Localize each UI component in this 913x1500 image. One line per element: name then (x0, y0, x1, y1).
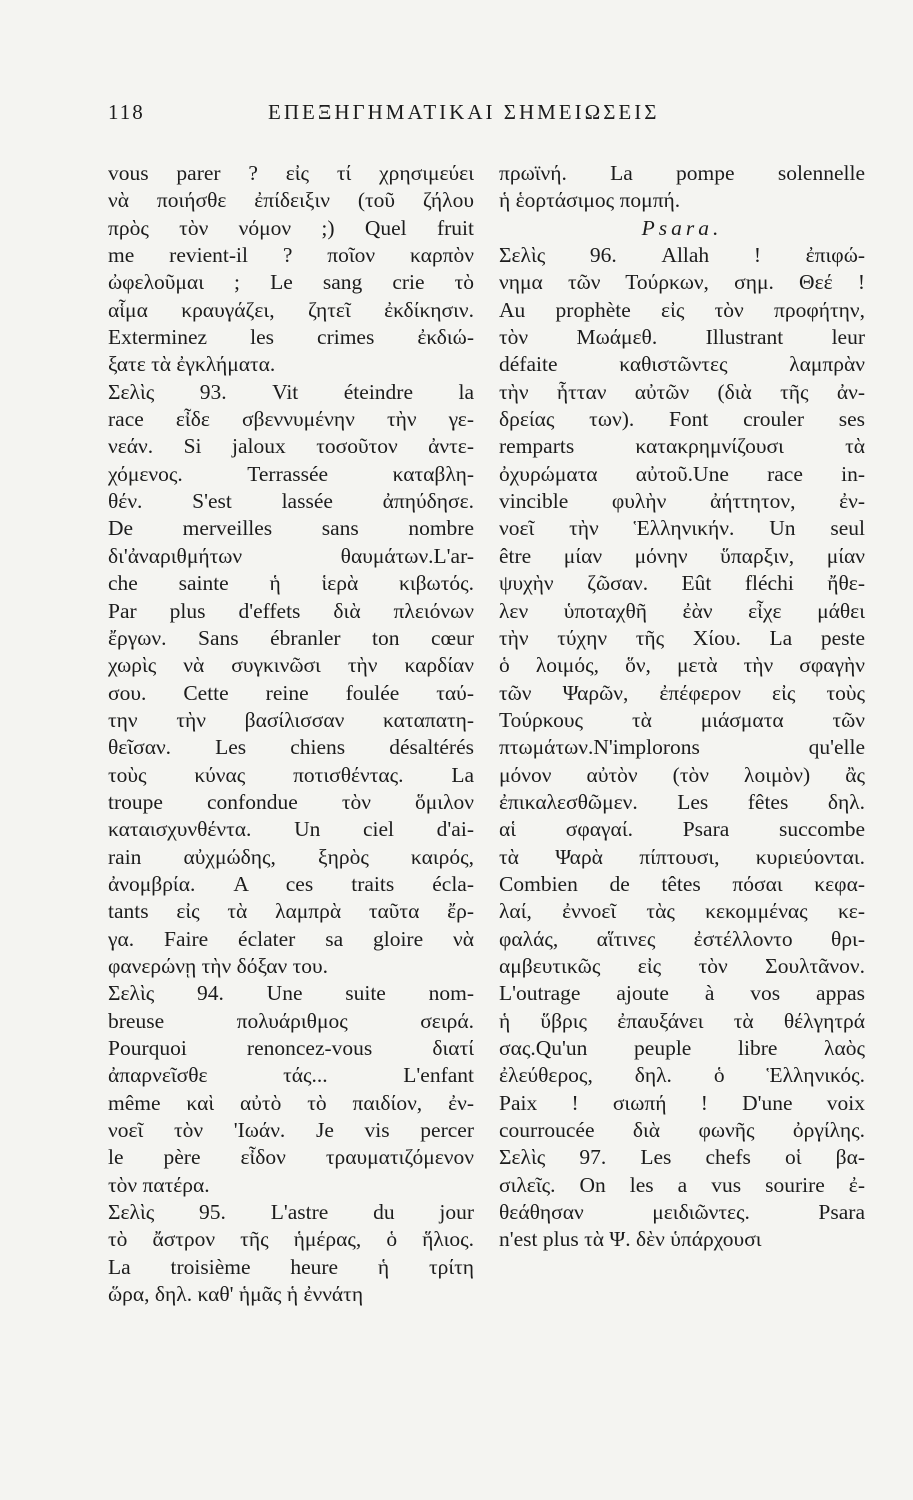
text-line: νοεῖ τὸν 'Ιωάν. Je vis percer (108, 1118, 474, 1143)
text-line: σιλεῖς. On les a vus sourire ἐ- (499, 1172, 865, 1197)
text-line: Σελὶς 93. Vit éteindre la (108, 379, 474, 404)
text-line: ὁ λοιμός, ὅν, μετὰ τὴν σφαγὴν (499, 653, 865, 678)
page-number: 118 (108, 100, 145, 124)
text-line: χόμενος. Terrassée καταβλη- (108, 461, 474, 486)
text-line: ἐλεύθερος, δηλ. ὁ Ἑλληνικός. (499, 1063, 865, 1088)
text-line: De merveilles sans nombre (108, 516, 474, 541)
text-line: défaite καθιστῶντες λαμπρὰν (499, 352, 865, 377)
text-line: νεάν. Si jaloux τοσοῦτον ἀντε- (108, 434, 474, 459)
text-line: Paix ! σιωπή ! D'une voix (499, 1090, 865, 1115)
text-line: même καὶ αὐτὸ τὸ παιδίον, ἐν- (108, 1090, 474, 1115)
text-line: δι'ἀναριθμήτων θαυμάτων.L'ar- (108, 543, 474, 568)
text-line: ὥρα, δηλ. καθ' ἡμᾶς ἡ ἐννάτη (108, 1282, 364, 1307)
text-line: τὰ Ψαρὰ πίπτουσι, κυριεύονται. (499, 844, 865, 869)
text-line: troupe confondue τὸν ὅμιλον (108, 789, 474, 814)
text-line: ὠφελοῦμαι ; Le sang crie τὸ (108, 270, 474, 295)
text-line: che sainte ἡ ἱερὰ κιβωτός. (108, 571, 474, 596)
running-title: ΕΠΕΞΗΓΗΜΑΤΙΚΑΙ ΣΗΜΕΙΩΣΕΙΣ (268, 100, 660, 124)
text-line: ἡ ἑορτάσιμος πομπή. (499, 188, 681, 213)
text-line: τὸ ἄστρον τῆς ἡμέρας, ὁ ἥλιος. (108, 1227, 474, 1252)
text-line: Psara. (641, 215, 723, 240)
text-line: ξατε τὰ ἐγκλήματα. (108, 352, 276, 377)
text-line: πρὸς τὸν νόμον ;) Quel fruit (108, 215, 474, 240)
text-line: rain αὐχμώδης, ξηρὸς καιρός, (108, 844, 474, 869)
text-line: vous parer ? εἰς τί χρησιμεύει (108, 161, 474, 185)
text-line: τὴν τύχην τῆς Χίου. La peste (499, 625, 865, 650)
text-line: ψυχὴν ζῶσαν. Eût fléchi ἤθε- (499, 571, 865, 596)
left-column (108, 160, 474, 1308)
text-line: τὴν ἧτταν αὐτῶν (διὰ τῆς ἀν- (499, 379, 865, 404)
text-line: Par plus d'effets διὰ πλειόνων (108, 598, 474, 623)
text-line: ἔργων. Sans ébranler ton cœur (108, 625, 474, 650)
text-line: Σελὶς 96. Allah ! ἐπιφώ- (499, 243, 865, 268)
text-line: Au prophète εἰς τὸν προφήτην, (499, 297, 865, 322)
text-line: χωρὶς νὰ συγκινῶσι τὴν καρδίαν (108, 653, 474, 678)
text-line: remparts κατακρημνίζουσι τὰ (499, 434, 865, 459)
text-line: γα. Faire éclater sa gloire νὰ (108, 926, 474, 951)
text-line: ἡ ὕβρις ἐπαυξάνει τὰ θέλγητρά (499, 1008, 865, 1033)
text-line: race εἶδε σβεννυμένην τὴν γε- (108, 407, 474, 432)
text-line: ἀπαρνεῖσθε τάς... L'enfant (108, 1063, 474, 1088)
text-line: Σελὶς 95. L'astre du jour (108, 1200, 474, 1225)
text-line: être μίαν μόνην ὕπαρξιν, μίαν (499, 543, 865, 568)
text-line: ἀνομβρία. A ces traits écla- (108, 871, 474, 896)
text-line: φαλάς, αἵτινες ἐστέλλοντο θρι- (499, 926, 865, 951)
text-line: le père εἶδον τραυματιζόμενον (108, 1145, 474, 1170)
text-line: Σελὶς 97. Les chefs οἱ βα- (499, 1145, 865, 1170)
text-line: Τούρκους τὰ μιάσματα τῶν (499, 707, 865, 732)
text-line: αμβευτικῶς εἰς τὸν Σουλτᾶνον. (499, 953, 865, 978)
text-line: Σελὶς 94. Une suite nom- (108, 981, 474, 1006)
page-header (108, 100, 888, 134)
text-line: σας.Qu'un peuple libre λαὸς (499, 1036, 865, 1060)
text-line: τῶν Ψαρῶν, ἐπέφερον εἰς τοὺς (499, 680, 865, 705)
text-line: δρείας των). Font crouler ses (499, 407, 865, 432)
text-line: θέν. S'est lassée ἀπηύδησε. (108, 489, 474, 514)
text-line: L'outrage ajoute à vos appas (499, 981, 865, 1006)
text-line: σου. Cette reine foulée ταύ- (108, 680, 474, 705)
text-line: Pourquoi renoncez-vous διατί (108, 1036, 474, 1060)
text-line: νημα τῶν Τούρκων, σημ. Θεέ ! (499, 270, 865, 295)
right-column (499, 160, 865, 1254)
text-line: vincible φυλὴν ἀήττητον, ἐν- (499, 489, 865, 514)
text-line: courroucée διὰ φωνῆς ὀργίλης. (499, 1118, 865, 1143)
text-line: φανερώνῃ τὴν δόξαν του. (108, 953, 329, 978)
text-line: νοεῖ τὴν Ἑλληνικήν. Un seul (499, 516, 865, 541)
text-line: τὸν πατέρα. (108, 1172, 210, 1197)
text-line: την τὴν βασίλισσαν καταπατη- (108, 707, 474, 732)
text-line: ὀχυρώματα αὐτοῦ.Une race in- (499, 461, 865, 486)
text-line: τὸν Μωάμεθ. Illustrant leur (499, 325, 865, 350)
text-line: θεῖσαν. Les chiens désaltérés (108, 735, 474, 760)
text-line: λεν ὑποταχθῆ ἐὰν εἶχε μάθει (499, 598, 865, 623)
text-line: me revient-il ? ποῖον καρπὸν (108, 243, 474, 268)
text-line: λαί, ἐννοεῖ τὰς κεκομμένας κε- (499, 899, 865, 924)
text-line: τοὺς κύνας ποτισθέντας. La (108, 762, 474, 787)
text-line: πτωμάτων.N'implorons qu'elle (499, 735, 865, 760)
text-line: breuse πολυάριθμος σειρά. (108, 1008, 474, 1033)
text-line: n'est plus τὰ Ψ. δὲν ὑπάρχουσι (499, 1227, 762, 1252)
text-line: θεάθησαν μειδιῶντες. Psara (499, 1200, 865, 1225)
text-line: La troisième heure ἡ τρίτη (108, 1254, 474, 1279)
text-line: καταισχυνθέντα. Un ciel d'ai- (108, 817, 474, 842)
text-line: νὰ ποιήσθε ἐπίδειξιν (τοῦ ζήλου (108, 188, 474, 213)
text-line: μόνον αὐτὸν (τὸν λοιμὸν) ἂς (499, 762, 865, 787)
text-line: Combien de têtes πόσαι κεφα- (499, 871, 865, 896)
text-line: αἱ σφαγαί. Psara succombe (499, 817, 865, 842)
text-line: Exterminez les crimes ἐκδιώ- (108, 325, 474, 350)
text-line: ἐπικαλεσθῶμεν. Les fêtes δηλ. (499, 789, 865, 814)
text-line: πρωϊνή. La pompe solennelle (499, 161, 865, 185)
text-line: tants εἰς τὰ λαμπρὰ ταῦτα ἔρ- (108, 899, 474, 924)
text-line: αἷμα κραυγάζει, ζητεῖ ἐκδίκησιν. (108, 297, 474, 322)
